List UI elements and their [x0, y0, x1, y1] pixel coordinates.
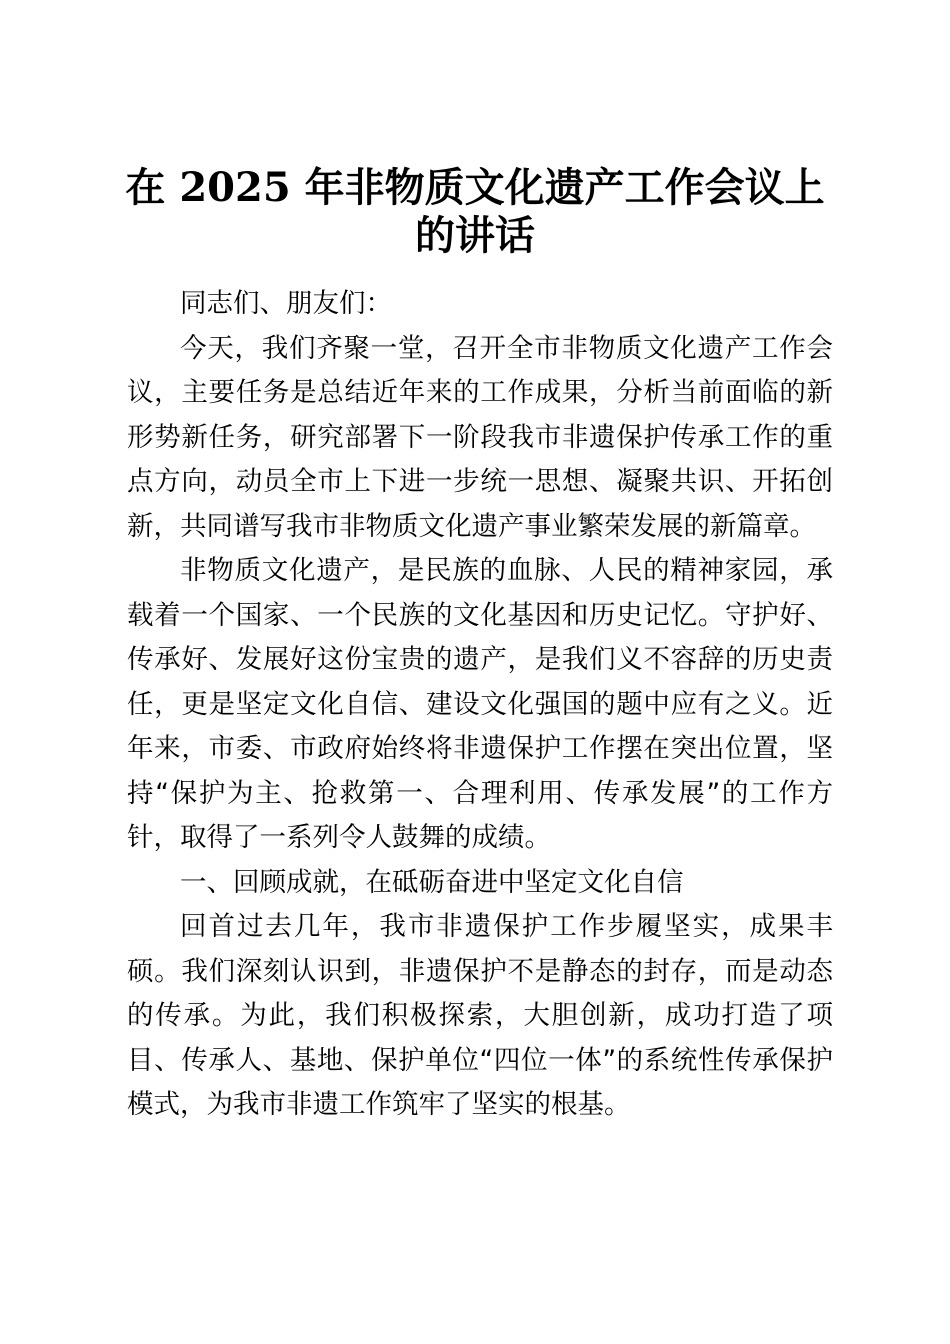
paragraph-opening: 今天，我们齐聚一堂，召开全市非物质文化遗产工作会议，主要任务是总结近年来的工作成果，分析当前面临的新形势新任务，研究部署下一阶段我市非遗保护传承工作的重点方向，动员全市上下进一步统一思想、凝聚共识、开拓创新，共同谱写我市非物质文化遗产事业繁荣发展的新篇章。	[127, 332, 833, 542]
paragraph-achievements: 回首过去几年，我市非遗保护工作步履坚实，成果丰硕。我们深刻认识到，非遗保护不是静态的封存，而是动态的传承。为此，我们积极探索，大胆创新，成功打造了项目、传承人、基地、保护单位“四位一体”的系统性传承保护模式，为我市非遗工作筑牢了坚实的根基。	[127, 911, 833, 1120]
salutation: 同志们、朋友们：	[180, 288, 392, 319]
document-title: 在 2025 年非物质文化遗产工作会议上的讲话	[125, 164, 825, 259]
section-heading: 一、回顾成就，在砥砺奋进中坚定文化自信	[180, 866, 684, 898]
document-body	[127, 282, 833, 1128]
paragraph-significance: 非物质文化遗产，是民族的血脉、人民的精神家园，承载着一个国家、一个民族的文化基因和历史记忆。守护好、传承好、发展好这份宝贵的遗产，是我们义不容辞的历史责任，更是坚定文化自信、建设文化强国的题中应有之义。近年来，市委、市政府始终将非遗保护工作摆在突出位置，坚持“保护为主、抢救第一、合理利用、传承发展”的工作方针，取得了一系列令人鼓舞的成绩。	[127, 555, 833, 853]
